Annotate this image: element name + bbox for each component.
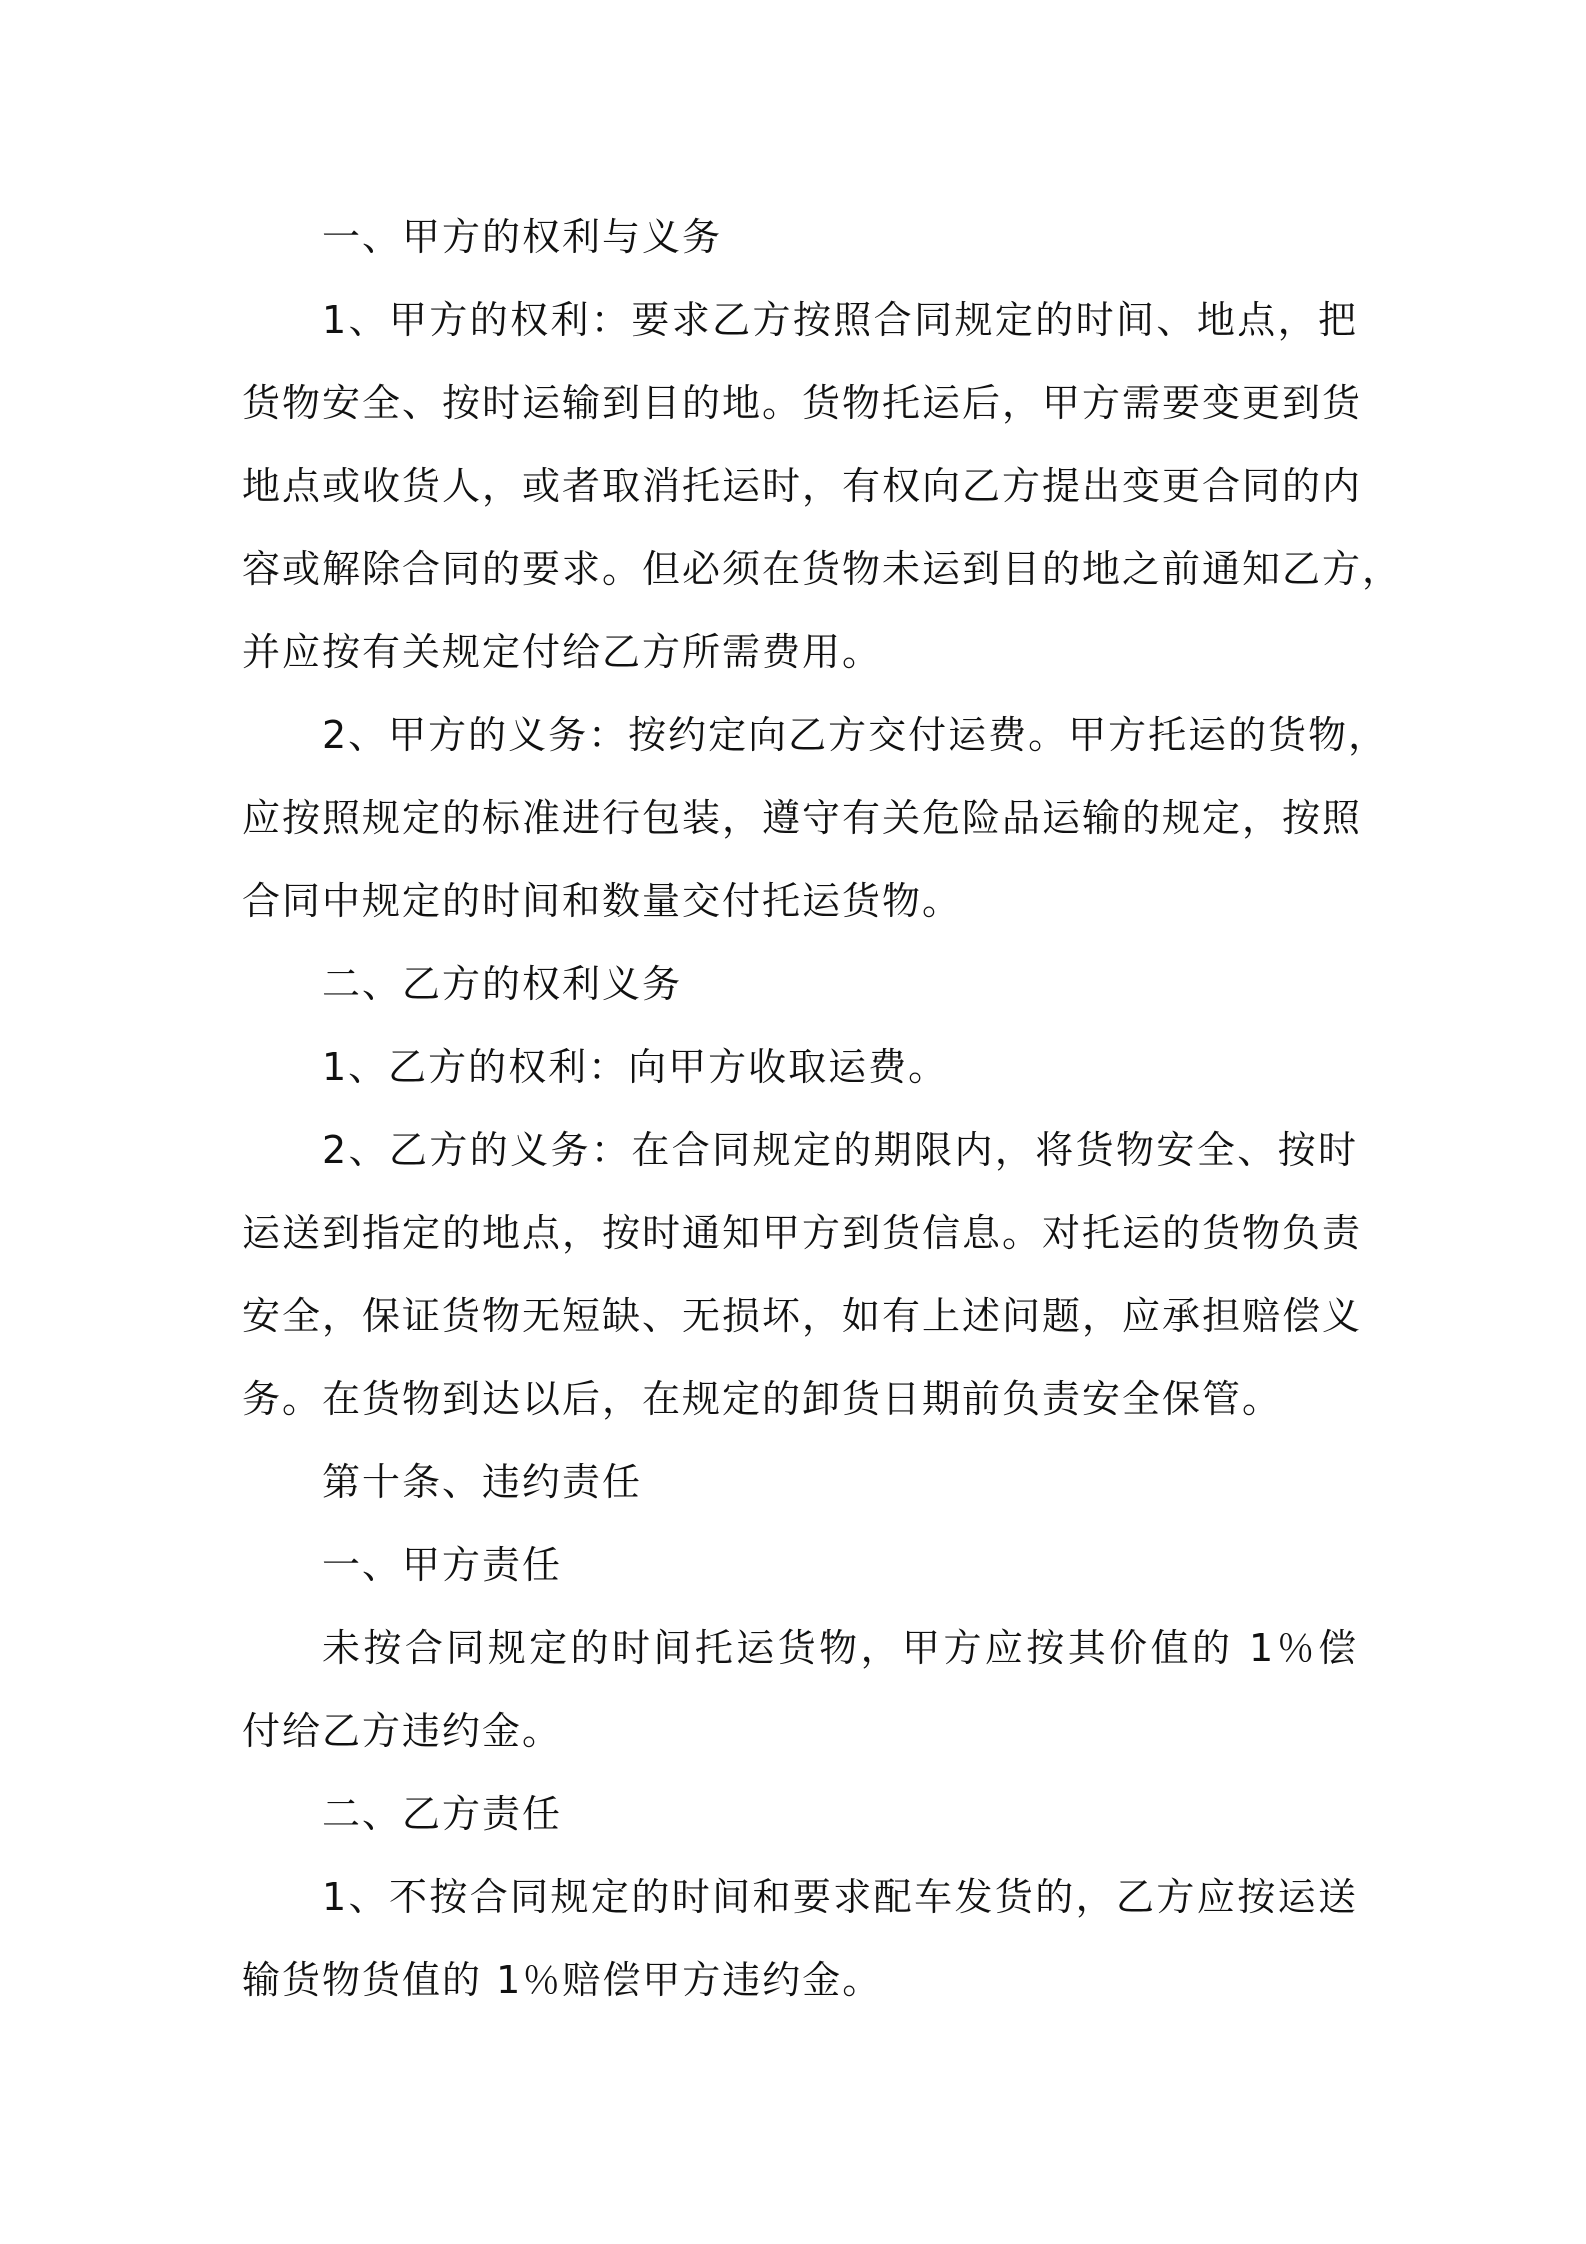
text-line: 二、乙方责任 bbox=[322, 1792, 563, 1836]
text-line: 容或解除合同的要求。但必须在货物未运到目的地之前通知乙方， bbox=[242, 547, 1403, 591]
paragraph-party-b-liability bbox=[242, 1856, 1358, 2022]
text-line: 输货物货值的 1％赔偿甲方违约金。 bbox=[242, 1958, 883, 2002]
text-line: 未按合同规定的时间托运货物，甲方应按其价值的 1％偿 bbox=[322, 1626, 1358, 1670]
text-line: 地点或收货人，或者取消托运时，有权向乙方提出变更合同的内 bbox=[242, 464, 1363, 508]
text-line: 1、不按合同规定的时间和要求配车发货的，乙方应按运送 bbox=[322, 1875, 1358, 1919]
heading-party-a-liability bbox=[242, 1524, 1358, 1607]
paragraph-party-b-rights bbox=[242, 1026, 1358, 1109]
paragraph-party-a-rights bbox=[242, 279, 1403, 694]
text-line: 一、甲方的权利与义务 bbox=[322, 215, 723, 259]
text-line: 第十条、违约责任 bbox=[322, 1460, 643, 1504]
text-line: 务。在货物到达以后，在规定的卸货日期前负责安全保管。 bbox=[242, 1377, 1283, 1421]
text-line: 1、甲方的权利：要求乙方按照合同规定的时间、地点，把 bbox=[322, 298, 1358, 342]
paragraph-party-a-liability bbox=[242, 1607, 1358, 1773]
document-page bbox=[242, 196, 1403, 2022]
text-line: 安全，保证货物无短缺、无损坏，如有上述问题，应承担赔偿义 bbox=[242, 1294, 1363, 1338]
heading-party-b-liability bbox=[242, 1773, 1358, 1856]
text-line: 二、乙方的权利义务 bbox=[322, 962, 683, 1006]
text-line: 运送到指定的地点，按时通知甲方到货信息。对托运的货物负责 bbox=[242, 1211, 1363, 1255]
heading-party-b-rights-obligations bbox=[242, 943, 1358, 1026]
text-line: 货物安全、按时运输到目的地。货物托运后，甲方需要变更到货 bbox=[242, 381, 1363, 425]
text-line: 2、乙方的义务：在合同规定的期限内，将货物安全、按时 bbox=[322, 1128, 1358, 1172]
text-line: 并应按有关规定付给乙方所需费用。 bbox=[242, 630, 883, 674]
heading-party-a-rights-obligations bbox=[242, 196, 1358, 279]
text-line: 付给乙方违约金。 bbox=[242, 1709, 563, 1753]
heading-article-10-liability bbox=[242, 1441, 1358, 1524]
text-line: 1、乙方的权利：向甲方收取运费。 bbox=[322, 1045, 949, 1089]
paragraph-party-a-obligations bbox=[242, 694, 1389, 943]
paragraph-party-b-obligations bbox=[242, 1109, 1363, 1441]
text-line: 应按照规定的标准进行包装，遵守有关危险品运输的规定，按照 bbox=[242, 796, 1363, 840]
text-line: 2、甲方的义务：按约定向乙方交付运费。甲方托运的货物， bbox=[322, 713, 1389, 757]
text-line: 一、甲方责任 bbox=[322, 1543, 563, 1587]
text-line: 合同中规定的时间和数量交付托运货物。 bbox=[242, 879, 963, 923]
